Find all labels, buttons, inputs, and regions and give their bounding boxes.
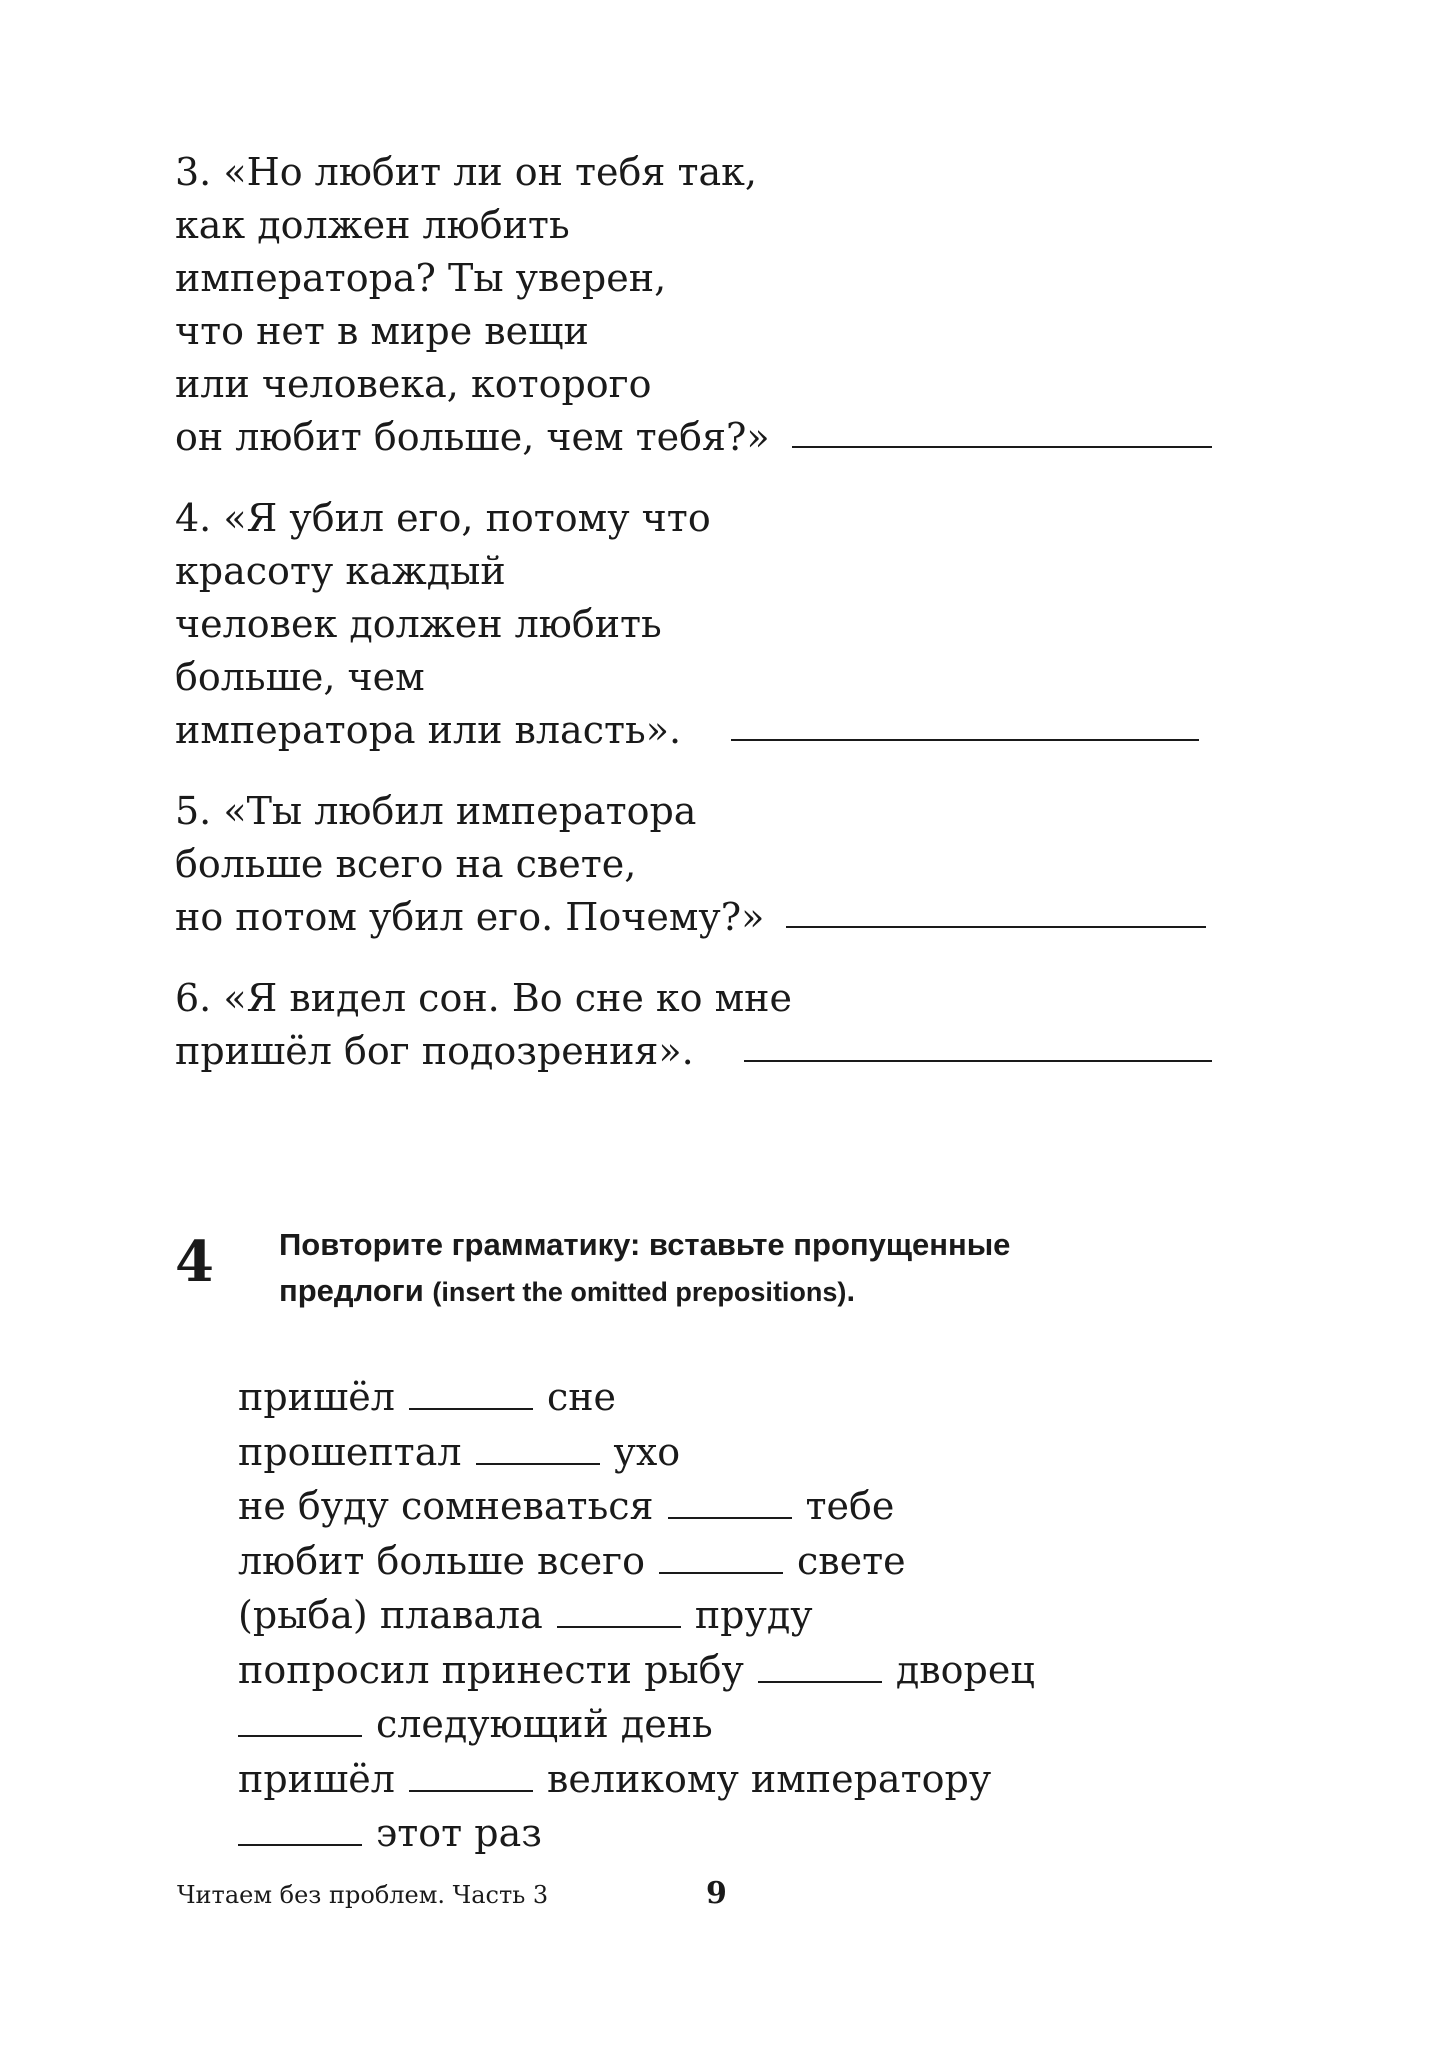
quote-line: больше, чем (175, 655, 425, 699)
list-item: любит больше всего свете (238, 1538, 906, 1583)
quote-item (175, 146, 1225, 464)
answer-blank[interactable] (744, 1060, 1212, 1062)
exercise-title-line1: Повторите грамматику: вставьте пропущенные (279, 1227, 1011, 1262)
quote-line: он любит больше, чем тебя?» (175, 415, 770, 459)
quote-line: красоту каждый (175, 549, 506, 593)
exercise-title-end: . (846, 1273, 856, 1308)
quote-line: как должен любить (175, 203, 570, 247)
preposition-blank[interactable] (409, 1408, 533, 1410)
quote-item (175, 785, 1225, 944)
exercise-number: 4 (175, 1229, 214, 1295)
list-item: пришёл великому императору (238, 1756, 992, 1801)
list-item: не буду сомневаться тебе (238, 1484, 895, 1528)
exercise-title-hint: (insert the omitted prepositions) (432, 1277, 847, 1307)
list-item: прошептал ухо (238, 1429, 681, 1474)
quote-line: 5. «Ты любил императора (175, 789, 697, 833)
preposition-blank[interactable] (238, 1735, 362, 1737)
quote-line: больше всего на свете, (175, 842, 637, 886)
list-item: следующий день (238, 1697, 1138, 1752)
quote-line: что нет в мире вещи (175, 309, 589, 353)
answer-blank[interactable] (792, 446, 1212, 448)
answer-blank[interactable] (731, 739, 1199, 741)
list-item: (рыба) плавала пруду (238, 1593, 813, 1637)
list-item: попросил принести рыбу дворец (238, 1647, 1035, 1692)
book-title: Читаем без проблем. Часть 3 (177, 1881, 549, 1909)
preposition-blank[interactable] (476, 1463, 600, 1465)
preposition-blank[interactable] (758, 1681, 882, 1683)
preposition-blank[interactable] (659, 1572, 783, 1574)
preposition-blank[interactable] (668, 1517, 792, 1519)
quote-line: 6. «Я видел сон. Во сне ко мне (175, 976, 792, 1020)
quote-line: 4. «Я убил его, потому что (175, 496, 711, 540)
quote-item (175, 492, 1225, 757)
preposition-blank[interactable] (557, 1626, 681, 1628)
list-item: этот раз (238, 1806, 1138, 1861)
quote-line: человек должен любить (175, 602, 662, 646)
answer-blank[interactable] (786, 926, 1206, 928)
quote-line: но потом убил его. Почему?» (175, 895, 765, 939)
quote-line: императора или власть». (175, 708, 682, 752)
preposition-list (238, 1370, 1138, 1861)
page-number: 9 (706, 1876, 727, 1911)
quote-line: императора? Ты уверен, (175, 256, 667, 300)
quote-line: или человека, которого (175, 362, 652, 406)
list-item: пришёл сне (238, 1375, 617, 1419)
quote-item (175, 972, 1225, 1078)
preposition-blank[interactable] (409, 1790, 533, 1792)
quote-line: 3. «Но любит ли он тебя так, (175, 150, 757, 194)
exercise-title-line2: предлоги (279, 1273, 424, 1308)
preposition-blank[interactable] (238, 1844, 362, 1846)
quote-list (175, 146, 1225, 1106)
quote-line: пришёл бог подозрения». (175, 1029, 694, 1073)
exercise-title (279, 1222, 1239, 1315)
